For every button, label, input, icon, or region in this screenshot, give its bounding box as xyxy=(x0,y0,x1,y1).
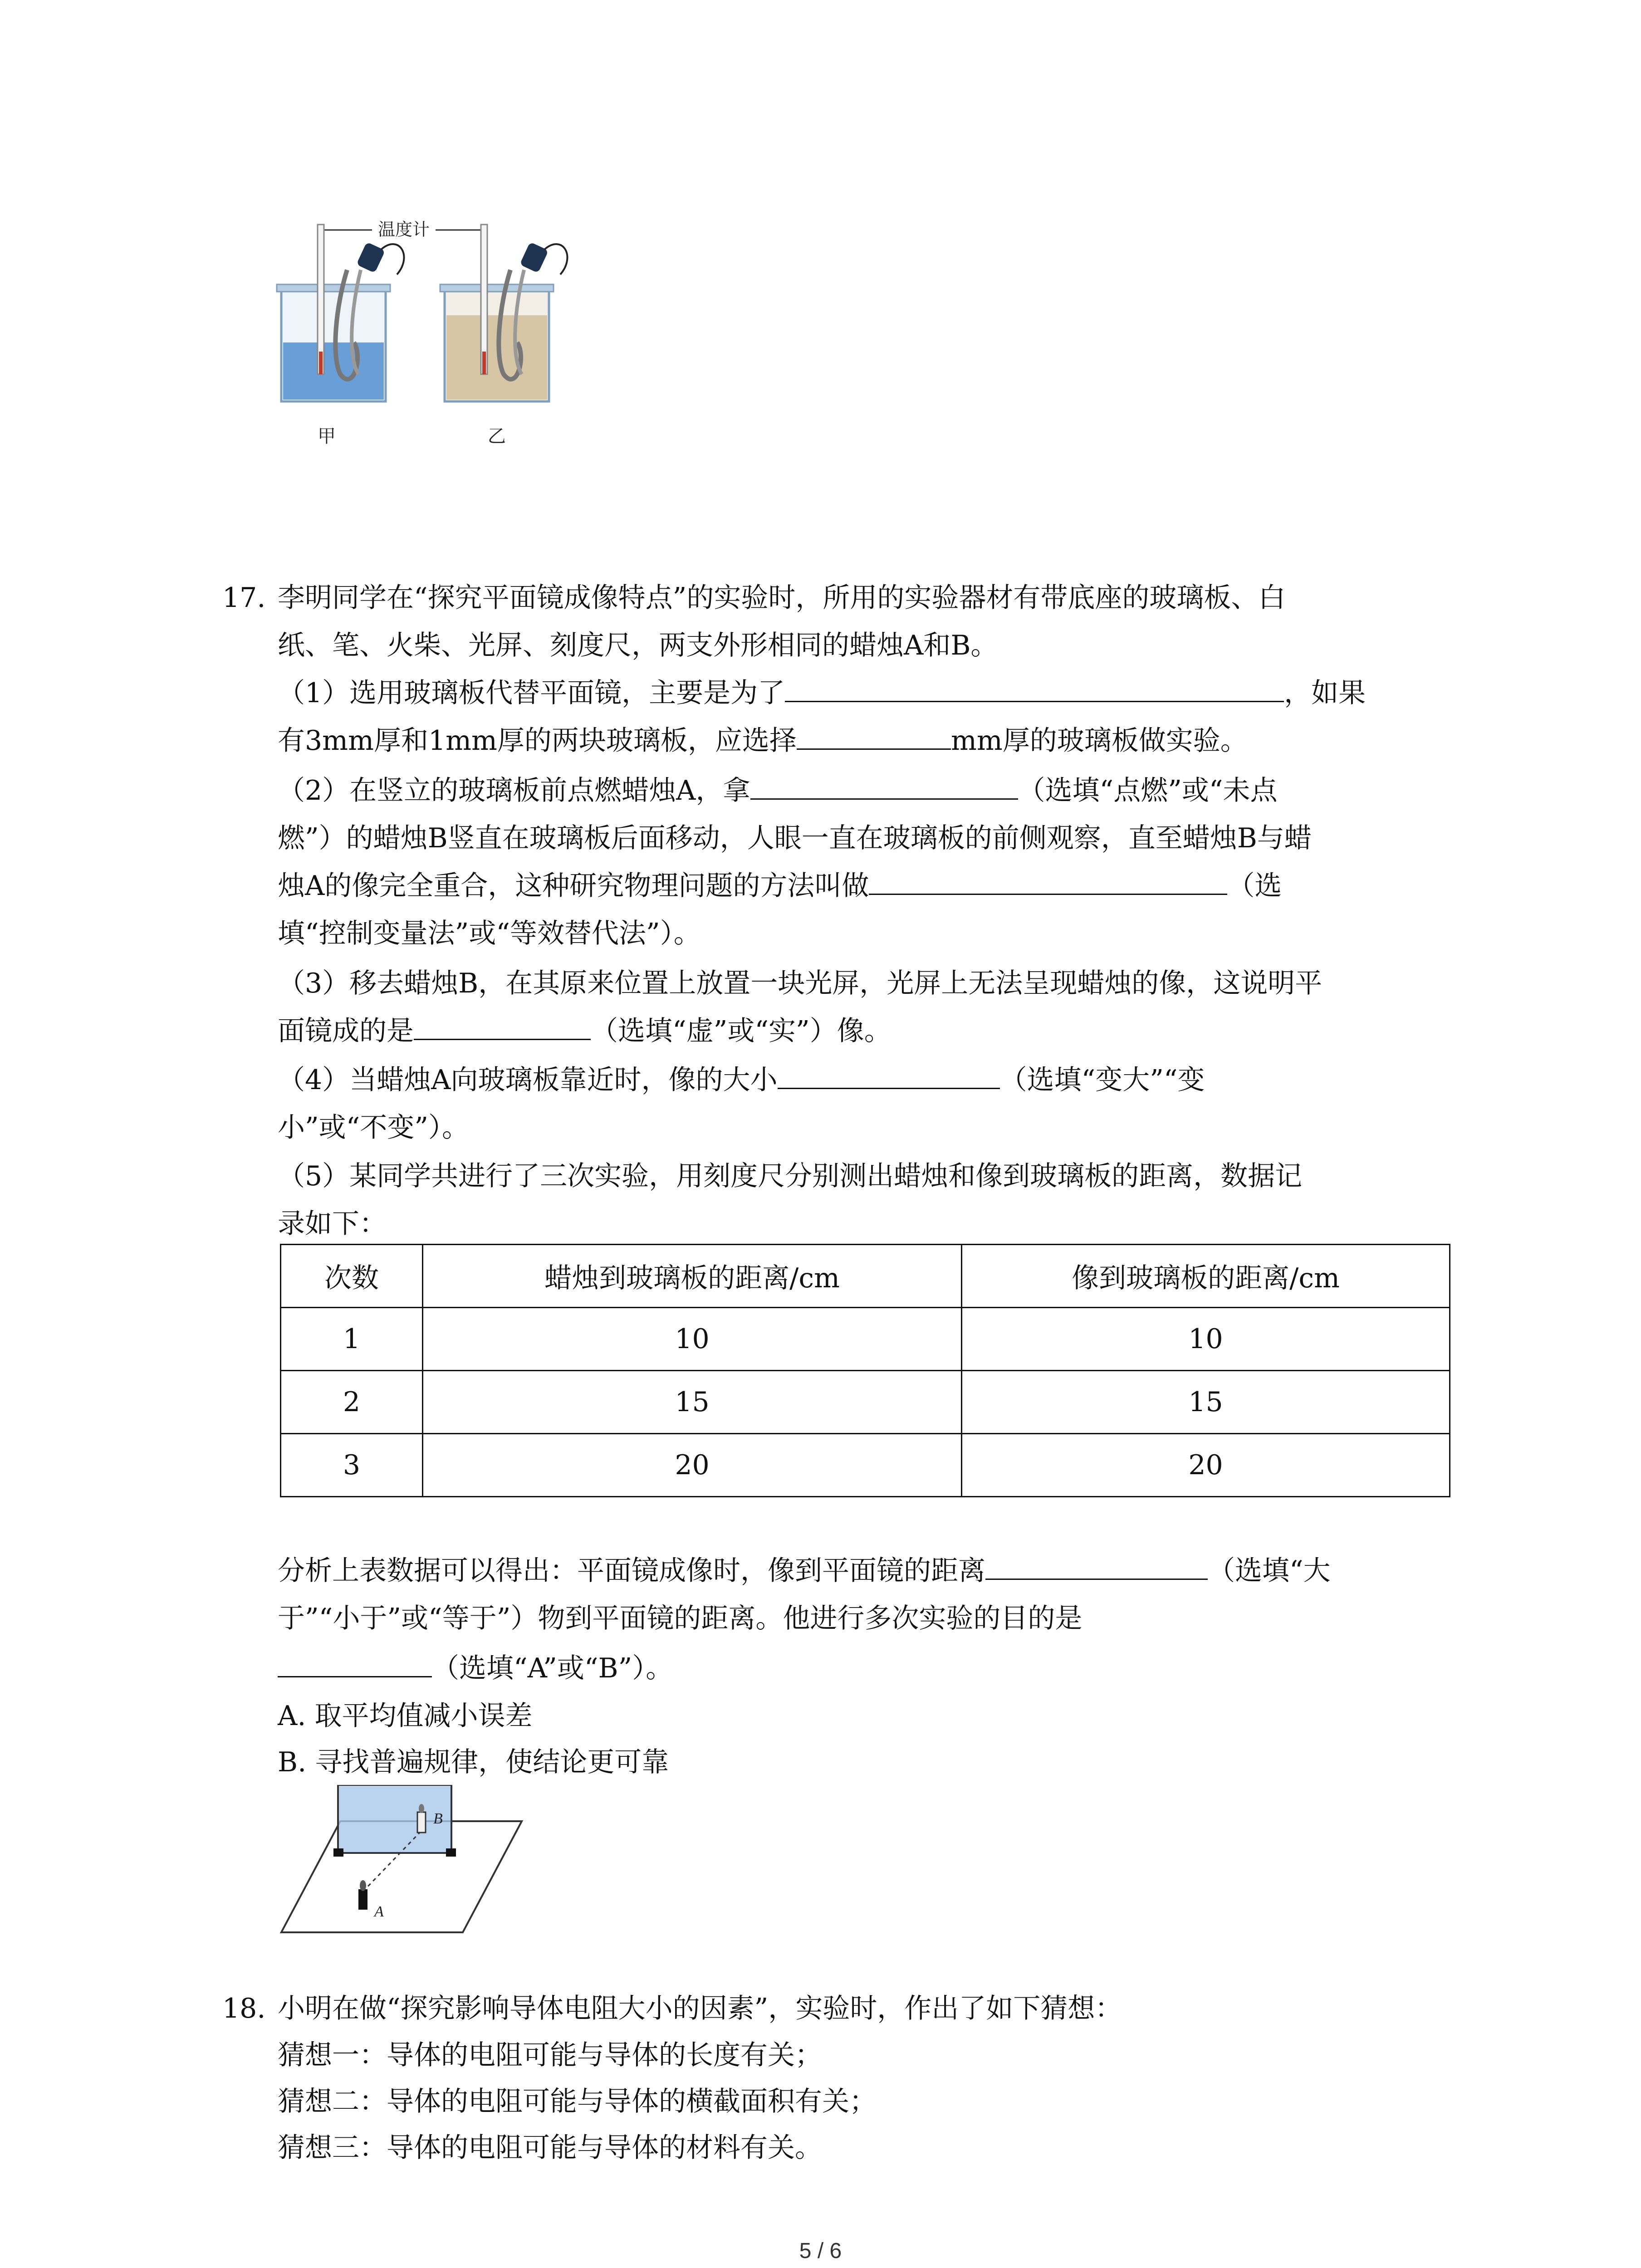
candle-a-label: A xyxy=(374,1903,384,1920)
prompt-text: 于”“小于”或“等于”）物到平面镜的距离。他进行多次实验的目的是 xyxy=(278,1603,1083,1634)
question-text: 纸、笔、火柴、光屏、刻度尺，两支外形相同的蜡烛A和B。 xyxy=(278,630,998,661)
left-beaker xyxy=(277,225,404,401)
sub-question-5: （5）某同学共进行了三次实验，用刻度尺分别测出蜡烛和像到玻璃板的距离，数据记 xyxy=(278,1160,1303,1192)
prompt-text: 小”或“不变”）。 xyxy=(278,1112,470,1144)
prompt-text: 烛A的像完全重合，这种研究物理问题的方法叫做 xyxy=(278,870,869,902)
prompt-text: 录如下： xyxy=(278,1208,387,1240)
page-number: 5 / 6 xyxy=(799,2239,842,2263)
table-cell: 20 xyxy=(962,1434,1450,1497)
table-row xyxy=(281,1371,1450,1434)
answer-blank[interactable] xyxy=(985,1552,1208,1580)
table-header: 像到玻璃板的距离/cm xyxy=(962,1245,1450,1308)
beaker-thermometer-figure xyxy=(268,206,622,460)
question-number: 18. xyxy=(222,1993,266,2024)
table-cell: 2 xyxy=(281,1371,423,1434)
question-text: 李明同学在“探究平面镜成像特点”的实验时，所用的实验器材有带底座的玻璃板、白 xyxy=(278,582,1286,614)
option-a: A. 取平均值减小误差 xyxy=(278,1700,533,1732)
right-beaker-label: 乙 xyxy=(488,426,506,446)
table-row xyxy=(281,1434,1450,1497)
table-cell: 20 xyxy=(423,1434,962,1497)
answer-blank[interactable] xyxy=(785,675,1284,702)
prompt-text: 填“控制变量法”或“等效替代法”）。 xyxy=(278,918,701,949)
sub-question-2-cont xyxy=(278,862,1282,910)
sub-question-3: （3）移去蜡烛B，在其原来位置上放置一块光屏，光屏上无法呈现蜡烛的像，这说明平 xyxy=(278,968,1323,999)
prompt-text: （1）选用玻璃板代替平面镜，主要是为了 xyxy=(278,677,785,709)
table-header-row xyxy=(281,1245,1450,1308)
table-cell: 15 xyxy=(962,1371,1450,1434)
prompt-text: 面镜成的是 xyxy=(278,1015,414,1047)
prompt-text: （选填“大 xyxy=(1208,1555,1331,1587)
sub-question-4 xyxy=(278,1056,1205,1104)
sub-question-3-cont xyxy=(278,1007,892,1055)
right-beaker xyxy=(440,225,567,401)
table-header: 次数 xyxy=(281,1245,423,1308)
answer-blank[interactable] xyxy=(778,1061,1000,1089)
table-header: 蜡烛到玻璃板的距离/cm xyxy=(423,1245,962,1308)
sub-question-1 xyxy=(278,669,1366,717)
hypothesis-2: 猜想二：导体的电阻可能与导体的横截面积有关； xyxy=(278,2086,877,2117)
data-table xyxy=(280,1244,1450,1497)
hypothesis-1: 猜想一：导体的电阻可能与导体的长度有关； xyxy=(278,2039,822,2071)
prompt-text: （选 xyxy=(1227,870,1282,902)
prompt-text: 有3mm厚和1mm厚的两块玻璃板，应选择 xyxy=(278,725,797,757)
table-cell: 10 xyxy=(423,1308,962,1371)
question-text: 小明在做“探究影响导体电阻大小的因素”，实验时，作出了如下猜想： xyxy=(278,1993,1122,2024)
analysis-cont xyxy=(278,1644,673,1692)
prompt-text: （选填“点燃”或“未点 xyxy=(1018,775,1278,807)
analysis xyxy=(278,1547,1331,1595)
question-number: 17. xyxy=(222,582,266,614)
answer-blank[interactable] xyxy=(869,867,1227,895)
answer-blank[interactable] xyxy=(797,722,951,750)
left-beaker-label: 甲 xyxy=(318,426,336,446)
prompt-text: （4）当蜡烛A向玻璃板靠近时，像的大小 xyxy=(278,1064,778,1096)
prompt-text: （2）在竖立的玻璃板前点燃蜡烛A，拿 xyxy=(278,775,750,807)
prompt-text: （选填“虚”或“实”）像。 xyxy=(591,1015,892,1047)
glass-plate-figure xyxy=(277,1785,531,1937)
table-cell: 15 xyxy=(423,1371,962,1434)
thermometer-label: 温度计 xyxy=(377,220,430,240)
sub-question-2 xyxy=(278,767,1278,815)
answer-blank[interactable] xyxy=(278,1650,432,1677)
table-cell: 1 xyxy=(281,1308,423,1371)
hypothesis-3: 猜想三：导体的电阻可能与导体的材料有关。 xyxy=(278,2132,822,2164)
option-b: B. 寻找普遍规律，使结论更可靠 xyxy=(278,1746,669,1778)
table-row xyxy=(281,1308,1450,1371)
table-cell: 3 xyxy=(281,1434,423,1497)
sub-question-1-cont xyxy=(278,717,1248,765)
prompt-text: 燃”）的蜡烛B竖直在玻璃板后面移动，人眼一直在玻璃板的前侧观察，直至蜡烛B与蜡 xyxy=(278,822,1312,854)
prompt-text: mm厚的玻璃板做实验。 xyxy=(950,725,1248,757)
prompt-text: （选填“A”或“B”）。 xyxy=(432,1652,673,1684)
answer-blank[interactable] xyxy=(750,772,1018,800)
prompt-text: ，如果 xyxy=(1284,677,1366,709)
table-cell: 10 xyxy=(962,1308,1450,1371)
prompt-text: 分析上表数据可以得出：平面镜成像时，像到平面镜的距离 xyxy=(278,1555,985,1587)
answer-blank[interactable] xyxy=(414,1012,591,1040)
prompt-text: （选填“变大”“变 xyxy=(999,1064,1205,1096)
candle-b-label: B xyxy=(433,1810,443,1827)
